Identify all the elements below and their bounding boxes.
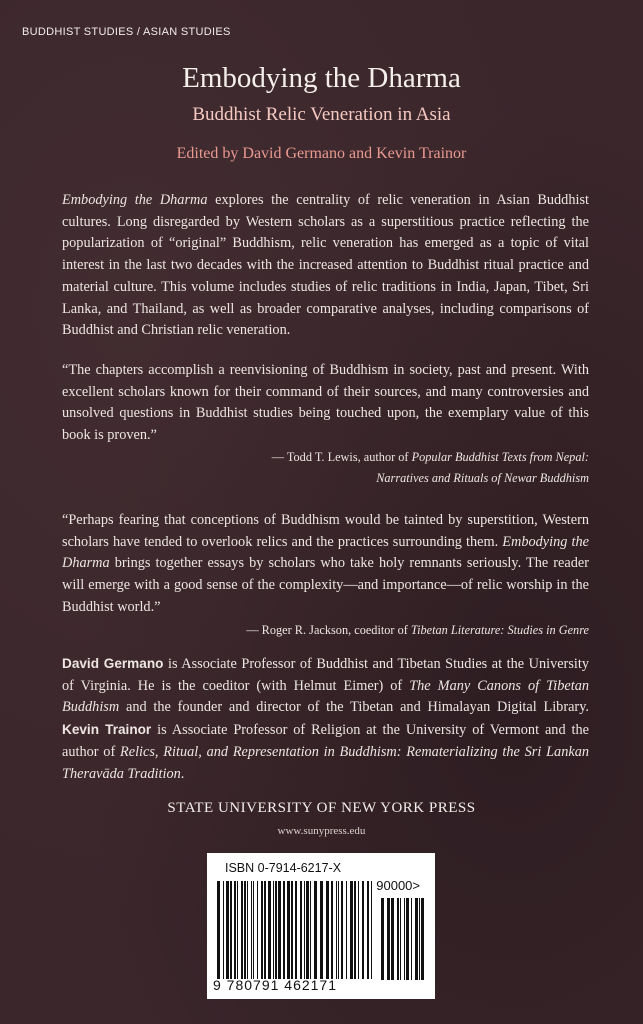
barcode-bar	[320, 881, 323, 979]
price-code: 90000>	[376, 878, 420, 893]
barcode-bar	[391, 898, 394, 980]
barcode-bar	[273, 881, 274, 979]
barcode-bar	[244, 881, 246, 979]
barcode-bar	[268, 881, 271, 979]
review-quote-2	[62, 510, 589, 619]
barcode-panel	[207, 853, 435, 999]
barcode-bar	[371, 881, 372, 979]
barcode-bar	[362, 881, 364, 979]
barcode-bar	[261, 881, 263, 979]
editor-bios	[62, 653, 589, 785]
review-attribution-2	[246, 620, 589, 641]
review-attribution-1	[272, 447, 589, 489]
bio-text-2: and the founder and director of the Tibetan and Himalayan Digital Library.	[119, 699, 589, 716]
barcode-bar	[358, 881, 359, 979]
quote-2-book-title: Embodying the Dharma	[62, 533, 589, 572]
barcode-bar	[336, 881, 337, 979]
description-lead-title: Embodying the Dharma	[62, 192, 208, 208]
isbn-text: ISBN 0-7914-6217-X	[225, 861, 342, 875]
barcode-bar	[264, 881, 266, 979]
barcode-bar	[257, 881, 258, 979]
barcode-bar	[367, 881, 369, 979]
barcode-bar	[251, 881, 252, 979]
barcode-bar	[421, 898, 424, 980]
quote-2-text-after: brings together essays by scholars who take holy remnants seriously. The reader will emerge with a good sense of the complexity—and importance—of relic worship in the Buddhist world.”	[62, 555, 589, 615]
barcode-bar	[295, 881, 297, 979]
attribution-1-prefix: — Todd T. Lewis, author of	[271, 450, 412, 464]
barcode-bar	[400, 898, 401, 980]
barcode-bar	[415, 898, 418, 980]
barcode-bar	[283, 881, 285, 979]
barcode-bar	[241, 881, 243, 979]
bio-name-1: David Germano	[62, 656, 164, 671]
barcode-bar	[404, 898, 405, 980]
barcode-bar	[326, 881, 329, 979]
barcode-bar	[275, 881, 277, 979]
barcode-bar	[354, 881, 356, 979]
bio-work-2: Relics, Ritual, and Representation in Buddhism: Rematerializing the Sri Lankan Theravāda Tradition	[62, 743, 589, 782]
addon-barcode	[379, 898, 427, 980]
barcode-bar	[331, 881, 333, 979]
ean-number: 9 780791 462171	[213, 977, 337, 993]
attribution-1-work-line1: Popular Buddhist Texts from Nepal:	[411, 450, 589, 464]
publisher-website: www.sunypress.edu	[277, 825, 366, 837]
barcode-bar	[314, 881, 317, 979]
attribution-2-prefix: — Roger R. Jackson, coeditor of	[246, 623, 411, 637]
barcode-bar	[306, 881, 309, 979]
bio-text-4: .	[180, 765, 185, 782]
description-paragraph	[62, 190, 589, 342]
barcode-bar	[253, 881, 254, 979]
barcode-bar	[278, 881, 281, 979]
barcode-bar	[304, 881, 305, 979]
bio-text-3: is Associate Professor of Religion at the University of Vermont and the author of	[62, 722, 590, 760]
barcode-bar	[350, 881, 353, 979]
barcode-bar	[291, 881, 293, 979]
barcode-bar	[411, 898, 412, 980]
attribution-1-work-line2: Narratives and Rituals of Newar Buddhism	[376, 471, 589, 485]
barcode-bar	[338, 881, 339, 979]
barcode-bar	[387, 898, 390, 980]
bio-name-2: Kevin Trainor	[62, 722, 152, 738]
barcode-bar	[223, 881, 224, 979]
bio-text-1: is Associate Professor of Buddhist and Tibetan Studies at the University of Virginia. He is the coeditor (with Helmut Eimer) of	[62, 656, 589, 694]
editors-line: Edited by David Germano and Kevin Trainor	[176, 145, 467, 162]
bio-work-1: The Many Canons of Tibetan Buddhism	[62, 677, 589, 716]
barcode-bar	[226, 881, 229, 979]
barcode-bar	[287, 881, 290, 979]
barcode-bar	[300, 881, 302, 979]
barcode-bar	[397, 898, 399, 980]
barcode-bar	[310, 881, 311, 979]
book-title: Embodying the Dharma	[182, 62, 461, 94]
description-body: explores the centrality of relic veneration in Asian Buddhist cultures. Long disregarded by Western scholars as a superstitious practice reflecting the popularization of “original” Buddhism, relic veneration has emerged as a topic of vital interest in the last two decades with the increased attention to Buddhist ritual practice and material culture. This volume includes studies of relic traditions in India, Japan, Tibet, Sri Lanka, and Thailand, as well as broader comparative analyses, including comparisons of Buddhist and Christian relic veneration.	[62, 192, 589, 339]
barcode-bar	[237, 881, 238, 979]
attribution-2-work: Tibetan Literature: Studies in Genre	[410, 623, 589, 637]
barcode-bar	[381, 898, 384, 980]
barcode-bar	[234, 881, 236, 979]
barcode-bar	[346, 881, 347, 979]
barcode-bar	[230, 881, 232, 979]
quote-2-text-before: “Perhaps fearing that conceptions of Buddhism would be tainted by superstition, Western scholars have tended to overlook relics and the practices surrounding them.	[62, 512, 589, 550]
barcode-bar	[247, 881, 248, 979]
barcode-bar	[406, 898, 409, 980]
publisher-name: STATE UNIVERSITY OF NEW YORK PRESS	[167, 800, 476, 816]
ean-barcode	[215, 881, 375, 979]
series-label: BUDDHIST STUDIES / ASIAN STUDIES	[22, 26, 231, 38]
barcode-bar	[217, 881, 220, 979]
barcode-bar	[341, 881, 343, 979]
book-subtitle: Buddhist Relic Veneration in Asia	[192, 104, 451, 125]
barcode-bar	[419, 898, 420, 980]
review-quote-1: “The chapters accomplish a reenvisioning of Buddhism in society, past and present. With excellent scholars known for their command of their sources, and many controversies and unsolved questions in Buddhist studies being touched upon, the exemplary value of this book is proven.”	[62, 362, 589, 444]
